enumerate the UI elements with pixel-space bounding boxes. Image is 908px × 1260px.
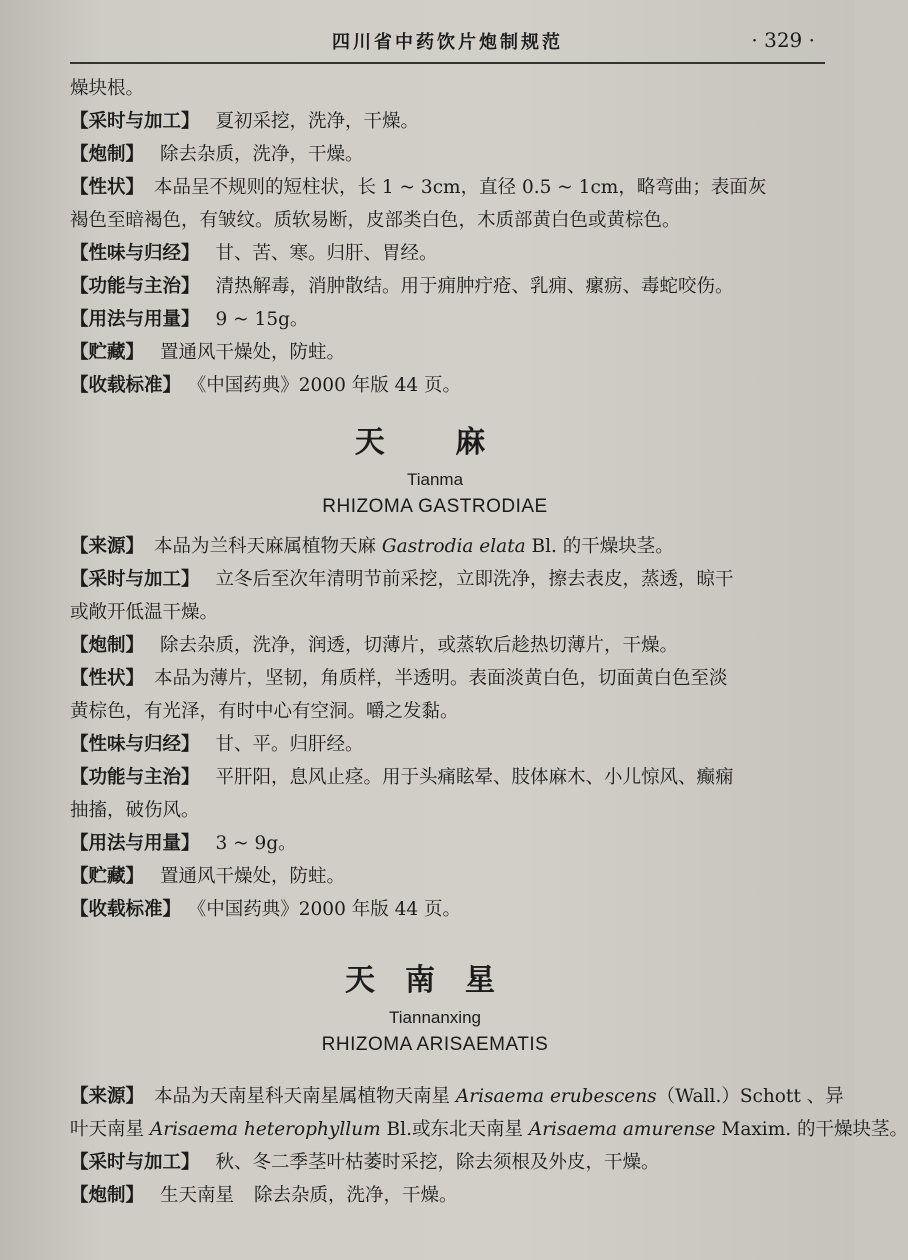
tiannanxing-harvest: 【采时与加工】 秋、冬二季茎叶枯萎时采挖，除去须根及外皮，干燥。 xyxy=(70,1152,660,1173)
entry-title-tianma: 天 麻 xyxy=(354,425,516,460)
prev-property: 【性状】 本品呈不规则的短柱状，长 1 ~ 3cm，直径 0.5 ~ 1cm，略弯曲；表面灰 xyxy=(70,177,767,198)
entry-pinyin-tianma: Tianma xyxy=(406,470,464,489)
tianma-harvest-cont: 或敞开低温干燥。 xyxy=(70,602,219,623)
page-body xyxy=(70,72,908,1212)
tianma-standard: 【收载标准】 《中国药典》2000 年版 44 页。 xyxy=(70,899,462,920)
page-number: · 329 · xyxy=(751,28,815,52)
entry-pinyin-tiannanxing: Tiannanxing xyxy=(389,1008,481,1027)
tianma-storage: 【贮藏】 置通风干燥处，防蛀。 xyxy=(70,866,346,887)
tiannanxing-source: 【来源】 本品为天南星科天南星属植物天南星 Arisaema erubescens（Wall.）Schott 、异 xyxy=(70,1086,844,1107)
prev-harvest: 【采时与加工】 夏初采挖，洗净，干燥。 xyxy=(70,111,420,132)
tianma-property-cont: 黄棕色，有光泽，有时中心有空洞。嚼之发黏。 xyxy=(70,701,459,722)
tianma-taste: 【性味与归经】 甘、平。归肝经。 xyxy=(70,734,364,755)
tianma-process: 【炮制】 除去杂质，洗净，润透，切薄片，或蒸软后趁热切薄片，干燥。 xyxy=(70,635,679,656)
prev-taste: 【性味与归经】 甘、苦、寒。归肝、胃经。 xyxy=(70,243,438,264)
prev-storage: 【贮藏】 置通风干燥处，防蛀。 xyxy=(70,342,346,363)
prev-usage: 【用法与用量】 9 ~ 15g。 xyxy=(70,309,309,330)
prev-standard: 【收载标准】 《中国药典》2000 年版 44 页。 xyxy=(70,375,462,396)
tianma-function-cont: 抽搐，破伤风。 xyxy=(70,800,200,821)
prev-tail: 燥块根。 xyxy=(70,78,145,99)
tianma-harvest: 【采时与加工】 立冬后至次年清明节前采挖，立即洗净，擦去表皮，蒸透，晾干 xyxy=(70,569,734,590)
entry-latin-tianma: RHIZOMA GASTRODIAE xyxy=(322,496,548,517)
running-title: 四川省中药饮片炮制规范 xyxy=(332,32,563,53)
entry-title-tiannanxing: 天南星 xyxy=(345,963,525,998)
page-header xyxy=(70,22,825,64)
tianma-usage: 【用法与用量】 3 ~ 9g。 xyxy=(70,833,297,854)
prev-function: 【功能与主治】 清热解毒，消肿散结。用于痈肿疔疮、乳痈、瘰疬、毒蛇咬伤。 xyxy=(70,276,734,297)
tiannanxing-source-cont: 叶天南星 Arisaema heterophyllum Bl.或东北天南星 Arisaema amurense Maxim. 的干燥块茎。 xyxy=(70,1119,908,1140)
prev-property-cont: 褐色至暗褐色，有皱纹。质软易断，皮部类白色，木质部黄白色或黄棕色。 xyxy=(70,210,681,231)
tianma-function: 【功能与主治】 平肝阳，息风止痉。用于头痛眩晕、肢体麻木、小儿惊风、癫痫 xyxy=(70,767,734,788)
entry-latin-tiannanxing: RHIZOMA ARISAEMATIS xyxy=(321,1034,549,1055)
prev-process: 【炮制】 除去杂质，洗净，干燥。 xyxy=(70,144,364,165)
tianma-source: 【来源】 本品为兰科天麻属植物天麻 Gastrodia elata Bl. 的干燥块茎。 xyxy=(70,536,674,557)
tiannanxing-process: 【炮制】 生天南星 除去杂质，洗净，干燥。 xyxy=(70,1185,458,1206)
tianma-property: 【性状】 本品为薄片，坚韧，角质样，半透明。表面淡黄白色，切面黄白色至淡 xyxy=(70,668,728,689)
